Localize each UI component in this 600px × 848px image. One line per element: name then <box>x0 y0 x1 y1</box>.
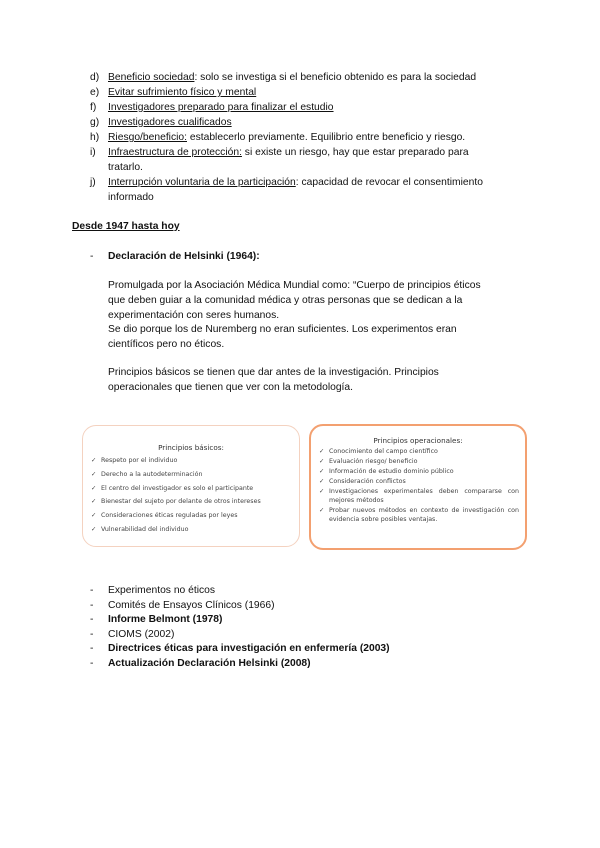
list-item-text: El centro del investigador es solo el participante <box>101 484 254 492</box>
helsinki-title: Declaración de Helsinki (1964): <box>108 251 260 262</box>
list-marker: g) <box>90 117 100 128</box>
check-icon: ✓ <box>319 448 325 455</box>
list-marker: j) <box>90 177 96 188</box>
list-item-text: : capacidad de revocar el consentimiento <box>295 177 483 188</box>
list-marker: d) <box>90 72 100 83</box>
basic-principles-box <box>82 425 300 547</box>
list-item-continuation: informado <box>108 192 154 203</box>
check-icon: ✓ <box>91 512 97 520</box>
check-icon: ✓ <box>319 458 325 466</box>
list-item-text: : solo se investiga si el beneficio obtenido es para la sociedad <box>194 72 477 83</box>
list-item <box>108 86 256 100</box>
paragraph-line: experimentación con seres humanos. <box>108 310 280 321</box>
list-item <box>91 526 293 533</box>
list-item <box>319 468 519 477</box>
list-item-text: Información de estudio dominio público <box>329 468 454 476</box>
list-item <box>319 458 519 467</box>
check-icon: ✓ <box>91 525 97 533</box>
basic-principles-list <box>91 457 293 540</box>
check-icon: ✓ <box>319 468 325 476</box>
list-item <box>319 507 519 524</box>
check-icon: ✓ <box>91 470 97 478</box>
list-item-term: Investigadores cualificados <box>108 117 232 128</box>
paragraph-line: operacionales que tienen que ver con la metodología. <box>108 382 354 393</box>
bullet-marker: - <box>90 585 94 596</box>
list-item <box>108 101 334 115</box>
list-item: CIOMS (2002) <box>108 629 175 640</box>
list-item-term: Investigadores preparado para finalizar el estudio <box>108 102 334 113</box>
check-icon: ✓ <box>319 478 325 486</box>
bullet-marker: - <box>90 600 94 611</box>
list-item <box>91 457 293 464</box>
check-icon: ✓ <box>91 498 97 506</box>
check-icon: ✓ <box>319 488 325 496</box>
list-item <box>108 146 469 160</box>
list-item-term: Interrupción voluntaria de la participación <box>108 177 296 188</box>
section-heading: Desde 1947 hasta hoy <box>72 221 180 232</box>
list-item-text: Vulnerabilidad del individuo <box>101 525 189 533</box>
list-item <box>108 71 476 85</box>
basic-principles-title: Principios básicos: <box>158 443 224 452</box>
bullet-marker: - <box>90 629 94 640</box>
list-item-text: Evaluación riesgo/ beneficio <box>329 458 418 466</box>
list-item-term: Infraestructura de protección: <box>108 147 242 158</box>
paragraph-line: científicos pero no éticos. <box>108 339 225 350</box>
check-icon: ✓ <box>91 484 97 492</box>
list-item-text: Conocimiento del campo científico <box>329 448 438 455</box>
list-item-term: Beneficio sociedad <box>108 72 195 83</box>
list-item <box>319 478 519 487</box>
list-item <box>319 488 519 505</box>
check-icon: ✓ <box>91 457 97 464</box>
list-item: Informe Belmont (1978) <box>108 614 223 625</box>
paragraph-line: que deben guiar a la comunidad médica y otras personas que se dedican a la <box>108 295 463 306</box>
bullet-marker: - <box>90 643 94 654</box>
list-item: Directrices éticas para investigación en enfermería (2003) <box>108 643 390 654</box>
list-marker: h) <box>90 132 100 143</box>
list-item-text: Probar nuevos métodos en contexto de investigación con evidencia sobre posibles ventajas. <box>329 507 519 523</box>
bullet-marker: - <box>90 614 94 625</box>
paragraph-line: Principios básicos se tienen que dar antes de la investigación. Principios <box>108 367 439 378</box>
list-marker: i) <box>90 147 96 158</box>
bullet-marker: - <box>90 251 94 262</box>
list-item <box>108 131 465 145</box>
list-item <box>91 498 293 505</box>
list-marker: e) <box>90 87 100 98</box>
list-item: Experimentos no éticos <box>108 585 216 596</box>
list-item <box>91 512 293 519</box>
list-item-text: Bienestar del sujeto por delante de otros intereses <box>101 498 261 506</box>
operational-principles-box <box>309 424 527 550</box>
check-icon: ✓ <box>319 507 325 515</box>
operational-principles-list <box>319 448 519 526</box>
list-item-text: Consideraciones éticas reguladas por leyes <box>101 512 238 520</box>
list-item-text: Respeto por el individuo <box>101 457 178 464</box>
list-item-continuation: tratarlo. <box>108 162 143 173</box>
list-item-text: Consideración conflictos <box>329 478 406 486</box>
list-marker: f) <box>90 102 97 113</box>
list-item: Actualización Declaración Helsinki (2008) <box>108 658 311 669</box>
paragraph-line: Promulgada por la Asociación Médica Mundial como: “Cuerpo de principios éticos <box>108 280 481 291</box>
list-item-text: establecerlo previamente. Equilibrio entre beneficio y riesgo. <box>187 132 466 143</box>
list-item <box>319 448 519 457</box>
list-item-text: Derecho a la autodeterminación <box>101 470 203 478</box>
operational-principles-title: Principios operacionales: <box>373 436 463 445</box>
paragraph-line: Se dio porque los de Nuremberg no eran suficientes. Los experimentos eran <box>108 324 457 335</box>
list-item: Comités de Ensayos Clínicos (1966) <box>108 600 275 611</box>
list-item <box>108 176 483 190</box>
list-item <box>91 471 293 478</box>
list-item <box>108 116 232 130</box>
list-item-term: Evitar sufrimiento físico y mental <box>108 87 257 98</box>
bullet-marker: - <box>90 658 94 669</box>
list-item-text: si existe un riesgo, hay que estar preparado para <box>241 147 469 158</box>
list-item <box>91 485 293 492</box>
list-item-term: Riesgo/beneficio: <box>108 132 187 143</box>
list-item-text: Investigaciones experimentales deben compararse con mejores métodos <box>329 488 519 505</box>
